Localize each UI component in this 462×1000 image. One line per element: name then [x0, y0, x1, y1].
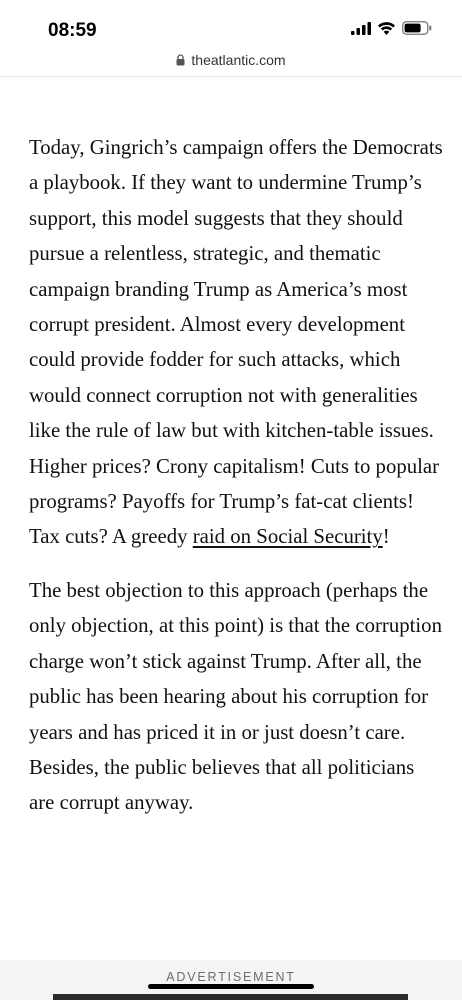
signal-icon — [351, 22, 371, 35]
url-domain: theatlantic.com — [191, 52, 286, 68]
url-bar[interactable] — [0, 46, 462, 74]
article-paragraph-2: The best objection to this approach (perhaps the only objection, at this point) is that the corruption charge won’t stick against Trump. After all, the public has been hearing about his corruption for years and has priced it in or just doesn’t care. Besides, the public believes that all politicians are corrupt anyway. — [29, 578, 442, 815]
article-body — [29, 130, 444, 821]
lock-icon — [176, 54, 185, 66]
battery-icon — [402, 21, 432, 35]
status-bar — [0, 0, 462, 46]
advertisement-banner[interactable] — [53, 994, 408, 1000]
advertisement-label: ADVERTISEMENT — [166, 970, 296, 984]
status-time: 08:59 — [48, 20, 97, 41]
url-divider — [0, 76, 462, 77]
wifi-icon — [377, 21, 396, 35]
status-icons — [351, 21, 432, 35]
social-security-link[interactable]: raid on Social Security — [192, 525, 383, 549]
home-indicator[interactable] — [148, 984, 314, 989]
paragraph-1-text: Today, Gingrich’s campaign offers the Democrats a playbook. If they want to undermine Trump’s support, this model suggests that they should pursue a relentless, strategic, and thematic campaign branding Trump as America’s most corrupt president. Almost every development could provide fodder for such attacks, which would connect corruption not with generalities like the rule of law but with kitchen-table issues. Higher prices? Crony capitalism! Cuts to popular programs? Payoffs for Trump’s fat-cat clients! Tax cuts? A greedy — [29, 136, 443, 549]
article-paragraph-1 — [29, 130, 444, 555]
paragraph-1-end: ! — [382, 525, 390, 549]
